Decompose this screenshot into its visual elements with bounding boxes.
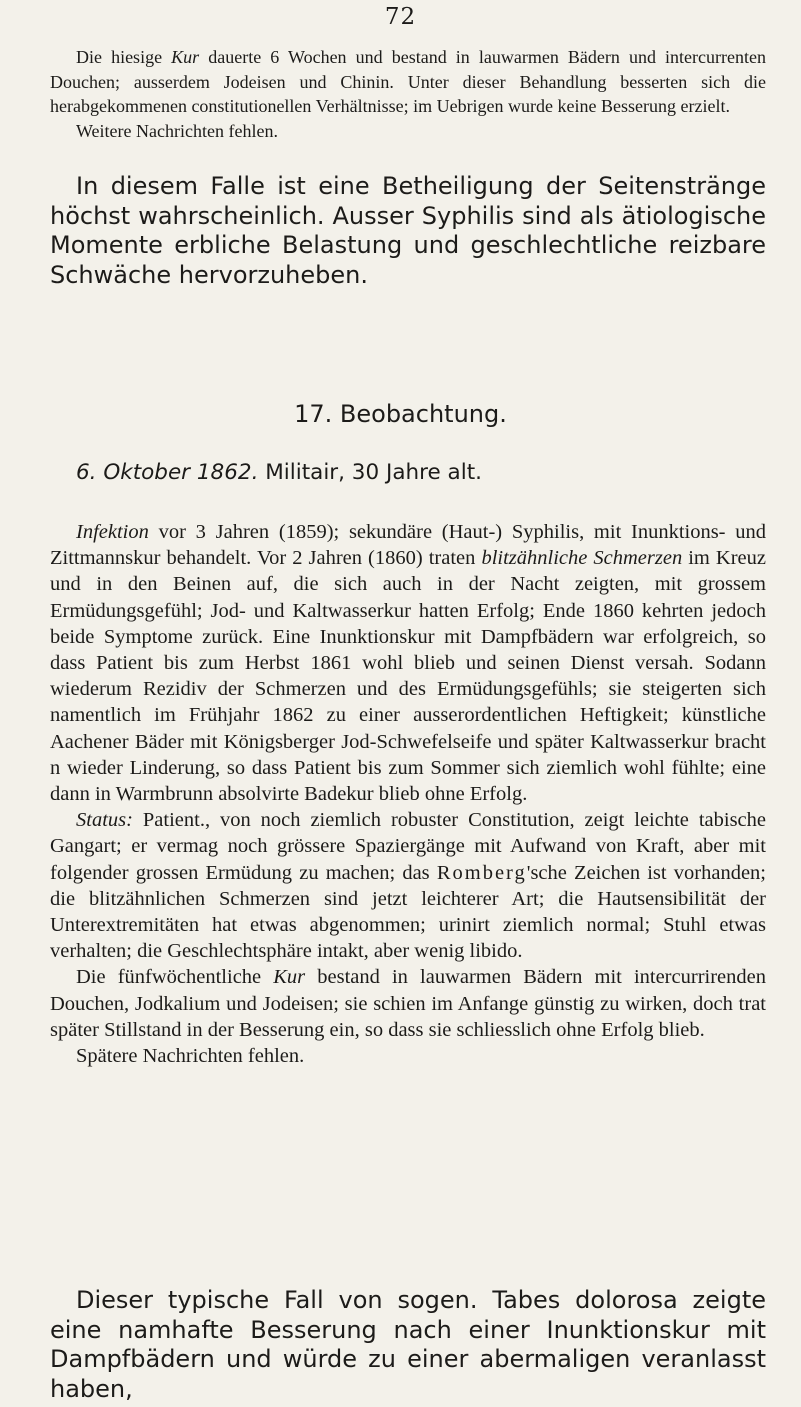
case-date: 6. Oktober 1862. xyxy=(76,460,259,485)
case-patient: Militair, 30 Jahre alt. xyxy=(258,460,482,485)
intro-note: Weitere Nachrichten fehlen. xyxy=(76,120,278,141)
case16-summary: In diesem Falle ist eine Betheiligung der Seitenstränge höchst wahrscheinlich. Ausser Syphilis sind als ätiologische Momente erbliche Belastung und geschlechtliche reizbare Schwäche hervorzuheben. xyxy=(50,172,766,289)
status-paragraph: Status: Patient., von noch ziemlich robuster Constitution, zeigt leichte tabische Gangart; er vermag noch grössere Spaziergänge mit Aufwand von Kraft, aber mit folgender grossen Ermüdung zu machen; das Romberg'sche Zeichen ist vorhanden; die blitzähnlichen Schmerzen sind jetzt leichterer Art; die Hautsensibilität der Unterextremitäten hat etwas abgenommen; urinirt ziemlich normal; Stuhl etwas verhalten; die Geschlechtsphäre intakt, aber wenig libido. xyxy=(50,809,766,963)
intro-section xyxy=(50,45,766,143)
intro-paragraph: Die hiesige Kur dauerte 6 Wochen und bestand in lauwarmen Bädern und intercurrenten Douchen; ausserdem Jodeisen und Chinin. Unter dieser Behandlung besserten sich die herabgekommenen constitutionellen Verhältnisse; im Uebrigen wurde keine Besserung erzielt. xyxy=(50,47,766,116)
infektion-paragraph: Infektion vor 3 Jahren (1859); sekundäre (Haut-) Syphilis, mit Inunktions- und Zittmannskur behandelt. Vor 2 Jahren (1860) traten blitzähnliche Schmerzen im Kreuz und in den Beinen auf, die sich auch in der Nacht zeigten, mit grossem Ermüdungsgefühl; Jod- und Kaltwasserkur hatten Erfolg; Ende 1860 kehrten jedoch beide Symptome zurück. Eine Inunktionskur mit Dampfbädern war erfolgreich, so dass Patient bis zum Herbst 1861 wohl blieb und seinen Dienst versah. Sodann wiederum Rezidiv der Schmerzen und des Ermüdungsgefühls; sie steigerten sich namentlich im Frühjahr 1862 zu einer ausserordentlichen Heftigkeit; künstliche Aachener Bäder mit Königsberger Jod-Schwefelseife und später Kaltwasserkur bracht n wieder Linderung, so dass Patient bis zum Sommer sich ziemlich wohl fühlte; eine dann in Warmbrunn absolvirte Badekur blieb ohne Erfolg. xyxy=(50,521,766,806)
case17-conclusion: Dieser typische Fall von sogen. Tabes dolorosa zeigte eine namhafte Besserung nach einer Inunktionskur mit Dampfbädern und würde zu einer abermaligen veranlasst haben, xyxy=(50,1286,766,1403)
case17-history xyxy=(50,519,766,1069)
followup-note: Spätere Nachrichten fehlen. xyxy=(76,1045,305,1068)
case-dateline xyxy=(76,460,792,485)
observation-heading: 17. Beobachtung. xyxy=(294,400,507,428)
page-number: 72 xyxy=(384,4,417,30)
kur-paragraph: Die fünfwöchentliche Kur bestand in lauwarmen Bädern mit intercurrirenden Douchen, Jodkalium und Jodeisen; sie schien im Anfange günstig zu wirken, doch trat später Stillstand in der Besserung ein, so dass sie schliesslich ohne Erfolg blieb. xyxy=(50,966,766,1041)
